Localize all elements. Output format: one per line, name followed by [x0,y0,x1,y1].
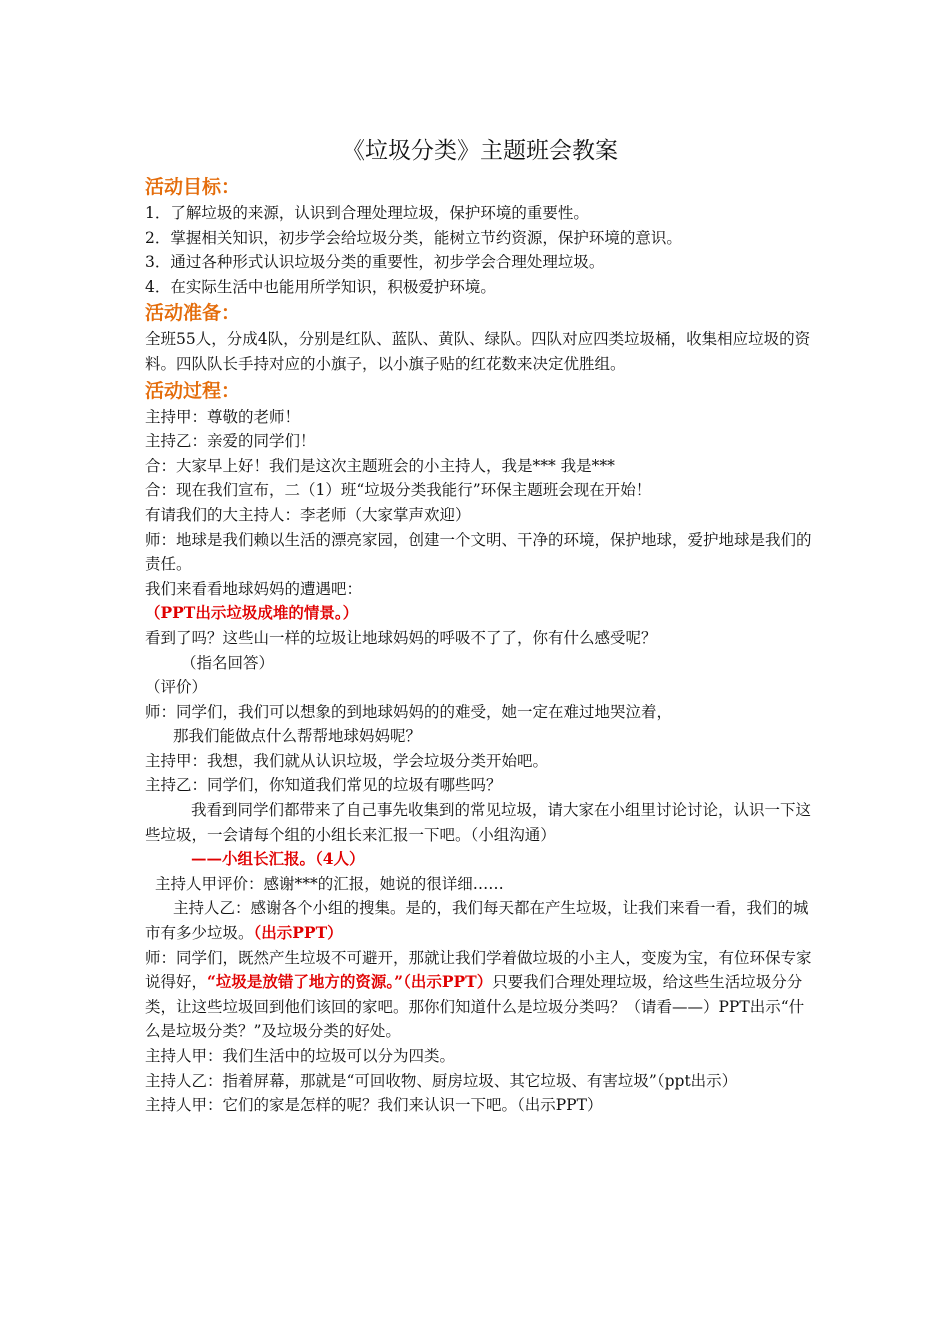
process-line: 我们来看看地球妈妈的遭遇吧： [145,579,363,598]
process-line: 主持人甲评价：感谢***的汇报，她说的很详细…… [155,874,504,893]
goal-item: 4．在实际生活中也能用所学知识，积极爱护环境。 [145,277,496,296]
goal-item: 2．掌握相关知识，初步学会给垃圾分类，能树立节约资源，保护环境的意识。 [145,228,682,247]
process-line: 主持乙：同学们，你知道我们常见的垃圾有哪些吗？ [145,776,502,795]
goals-heading: 活动目标： [145,176,241,198]
process-line: 合：大家早上好！我们是这次主题班会的小主持人，我是*** 我是*** [145,456,615,475]
process-line: 有请我们的大主持人：李老师（大家掌声欢迎） [145,505,471,524]
process-line: （评价） [145,678,208,697]
goal-item: 1．了解垃圾的来源，认识到合理处理垃圾，保护环境的重要性。 [145,204,589,222]
ppt-cue-highlight: （PPT出示垃圾成堆的情景。） [145,603,359,623]
process-line: 合：现在我们宣布，二（1）班“垃圾分类我能行”环保主题班会现在开始！ [145,481,652,500]
process-line: 那我们能做点什么帮帮地球妈妈呢？ [173,727,422,746]
process-line: （指名回答） [181,653,275,672]
group-report-highlight: ——小组长汇报。（4人） [191,849,365,869]
process-line: 师：同学们，我们可以想象的到地球妈妈的的难受，她一定在难过地哭泣着， [145,702,673,721]
goal-item: 3．通过各种形式认识垃圾分类的重要性，初步学会合理处理垃圾。 [145,253,605,272]
process-line: 主持人乙：指着屏幕，那就是“可回收物、厨房垃圾、其它垃圾、有害垃圾”（ppt出示） [145,1071,738,1090]
process-line: 主持人甲：它们的家是怎样的呢？我们来认识一下吧。（出示PPT） [145,1096,603,1115]
quote-highlight: “垃圾是放错了地方的资源。”（出示PPT） [207,972,493,992]
document-body [145,135,815,1118]
process-line: 主持人甲：我们生活中的垃圾可以分为四类。 [145,1047,456,1065]
process-line: 师：同学们，既然产生垃圾不可避开，那就让我们学着做垃圾的小主人，变废为宝，有位环保专家说得好，“垃圾是放错了地方的资源。”（出示PPT）只要我们合理处理垃圾，给这些生活垃圾分分类，让这些垃圾回到他们该回的家吧。那你们知道什么是垃圾分类吗？（请看——）PPT出示“什么是垃圾分类？”及垃圾分类的好处。 [145,948,812,1041]
process-line: 师：地球是我们赖以生活的漂亮家园，创建一个文明、干净的环境，保护地球，爱护地球是我们的责任。 [145,530,812,574]
document-title: 《垃圾分类》主题班会教案 [342,138,618,164]
process-line: 主持甲：我想，我们就从认识垃圾，学会垃圾分类开始吧。 [145,751,549,770]
prep-heading: 活动准备： [145,302,241,325]
process-line: 主持人乙：感谢各个小组的搜集。是的，我们每天都在产生垃圾，让我们来看一看，我们的城市有多少垃圾。（出示PPT） [145,899,809,943]
process-line: 看到了吗？这些山一样的垃圾让地球妈妈的呼吸不了了，你有什么感受呢？ [145,628,657,647]
prep-text: 全班55人，分成4队，分别是红队、蓝队、黄队、绿队。四队对应四类垃圾桶，收集相应垃圾的资料。四队队长手持对应的小旗子，以小旗子贴的红花数来决定优胜组。 [145,330,811,373]
process-line: 我看到同学们都带来了自己事先收集到的常见垃圾，请大家在小组里讨论讨论，认识一下这些垃圾，一会请每个组的小组长来汇报一下吧。（小组沟通） [145,801,812,844]
process-line: 主持甲：尊敬的老师！ [145,407,301,426]
process-heading: 活动过程： [145,379,241,402]
ppt-cue-highlight: （出示PPT） [253,923,343,943]
process-line: 主持乙：亲爱的同学们！ [145,432,316,451]
